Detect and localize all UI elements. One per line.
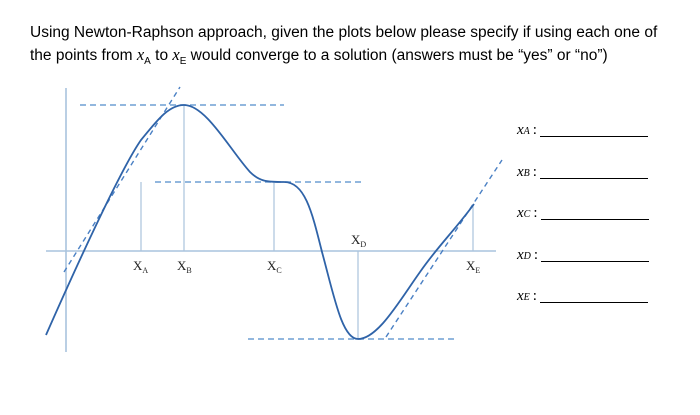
answer-colon-xa: : [532,122,537,138]
tangent-at-xe [386,160,502,337]
answer-row-xe [517,288,649,330]
question-mid: to [150,47,173,64]
answer-row-xb [517,164,649,206]
answer-colon-xc: : [533,205,538,221]
answer-row-xc [517,205,649,247]
answer-var-xb: x [517,163,524,180]
answer-colon-xb: : [532,163,537,180]
question-from-sub: A [144,56,151,68]
label-xb: $X_B$ [177,258,192,275]
question-part-1: Using Newton-Raphson approach, given the plots below please specify if using each one of the points from [30,24,658,64]
question-from-var: x [136,45,145,64]
answer-colon-xd: : [533,246,539,263]
answer-blank-xb[interactable] [540,164,648,179]
label-xa: $X_A$ [133,258,149,275]
answer-sub-xd: D [523,250,531,262]
answer-list [517,122,649,330]
answer-blank-xe[interactable] [540,288,648,303]
answer-var-xc: x [517,205,524,221]
answer-row-xa [517,122,649,164]
answer-sub-xe: E [523,292,530,303]
label-xc: $X_C$ [267,258,282,275]
answer-var-xa: x [517,122,524,138]
answer-blank-xd[interactable] [541,247,649,262]
answer-sub-xc: C [523,209,531,220]
question-to-sub: E [179,56,187,68]
answer-sub-xb: B [523,167,530,179]
answer-blank-xc[interactable] [541,205,649,220]
answer-sub-xa: A [523,126,530,137]
answer-colon-xe: : [532,288,537,304]
question-part-2: would converge to a solution (answers must be “yes” or “no”) [186,47,608,64]
function-curve [46,105,474,339]
label-xe: $X_E$ [466,258,481,275]
answer-var-xe: x [517,288,524,304]
answer-blank-xa[interactable] [540,122,648,137]
question-to-var: x [172,45,180,64]
answer-row-xd [517,247,649,289]
label-xd: $X_D$ [351,232,367,249]
answer-var-xd: x [517,246,524,263]
